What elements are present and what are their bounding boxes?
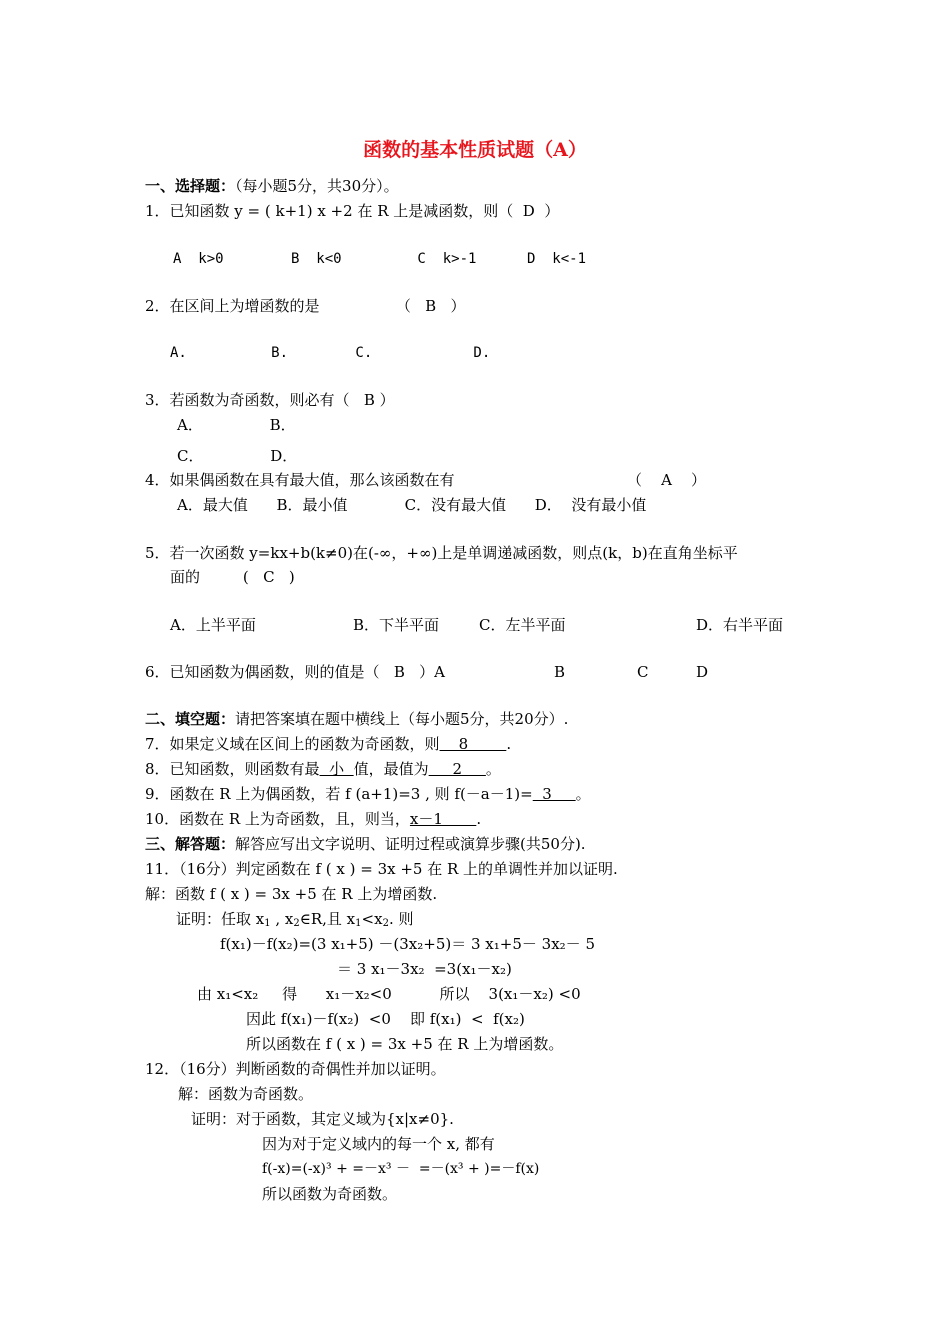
proof-text: 证明：任取 x [176, 910, 265, 928]
question-7 [145, 734, 511, 754]
question-6: 6．已知函数为偶函数，则的值是（ B ）A [145, 663, 446, 681]
question-12-proof-line3: f(-x)=(-x)³ + =－x³ － =－(x³ + )=－f(x) [262, 1161, 540, 1177]
question-4-answer: （ A ） [627, 471, 706, 489]
question-11-proof-line2: f(x₁)－f(x₂)=(3 x₁+5) －(3x₂+5)＝ 3 x₁+5－ 3x₂－ 5 [220, 935, 595, 953]
question-9 [145, 784, 591, 804]
question-7-text: 7．如果定义域在区间上的函数为奇函数，则 [145, 735, 440, 753]
question-2: 2．在区间上为增函数的是 （ B ） [145, 297, 466, 315]
question-11-solution: 解：函数 f ( x ) = 3x +5 在 R 上为增函数. [145, 885, 438, 903]
question-5-line2: 面的 ( C ) [170, 568, 295, 586]
question-10-text: 10．函数在 R 上为奇函数，且，则当， [145, 810, 410, 828]
question-11-proof-line1: 证明：任取 $x_1$ , $x_2\in R$,且 $x_1<x_2$. 则 [176, 910, 414, 929]
question-11-proof-line3: ＝ 3 x₁－3x₂ =3(x₁－x₂) [337, 960, 512, 978]
question-12-solution: 解：函数为奇函数。 [178, 1085, 314, 1103]
question-11-proof-line6: 所以函数在 f ( x ) = 3x +5 在 R 上为增函数。 [246, 1035, 564, 1053]
section-3-header [145, 834, 586, 854]
question-3-options-row2: C． D． [177, 447, 298, 465]
question-4-options: A．最大值 B．最小值 C．没有最大值 D． 没有最小值 [177, 496, 647, 514]
section-2-instructions: 请把答案填在题中横线上（每小题5分，共20分）. [235, 710, 569, 728]
section-2-label: 二、填空题： [145, 710, 236, 728]
question-9-answer-blank: 3 [532, 785, 576, 803]
question-1: 1．已知函数 y = ( k+1) x +2 在 R 上是减函数，则（ D ） [145, 202, 560, 220]
question-12: 12．（16分）判断函数的奇偶性并加以证明。 [145, 1060, 446, 1078]
question-6-option-b: B [554, 663, 566, 681]
question-9-text: 9．函数在 R 上为偶函数，若 f (a+1)=3 , 则 f(－a－1)= [145, 785, 533, 803]
question-5-option-b: B．下半平面 [353, 616, 440, 634]
question-1-options: A k>0 B k<0 C k>-1 D k<-1 [173, 251, 587, 267]
section-1-header [145, 176, 399, 196]
question-9-end: 。 [575, 785, 591, 803]
question-2-options: A. B. C. D. [170, 345, 491, 361]
question-12-proof-line4: 所以函数为奇函数。 [262, 1185, 398, 1203]
question-7-end: . [506, 735, 512, 753]
section-3-label: 三、解答题： [145, 835, 236, 853]
question-11-proof-line5: 因此 f(x₁)－f(x₂) <0 即 f(x₁) < f(x₂) [246, 1010, 525, 1028]
page-title: 函数的基本性质试题（A） [363, 139, 587, 161]
proof-text: , x [270, 910, 294, 928]
proof-text: ∈R,且 x [299, 910, 356, 928]
question-5-option-d: D．右半平面 [696, 616, 784, 634]
question-11: 11．（16分）判定函数在 f ( x ) = 3x +5 在 R 上的单调性并加以证明. [145, 860, 618, 878]
section-3-instructions: 解答应写出文字说明、证明过程或演算步骤(共50分). [235, 835, 586, 853]
section-1-instructions: （每小题5分，共30分）。 [235, 177, 399, 195]
question-6-option-d: D [696, 663, 709, 681]
question-12-proof: 证明：对于函数，其定义域为{x|x≠0}. [191, 1110, 454, 1128]
question-11-proof-line4: 由 x₁<x₂ 得 x₁－x₂<0 所以 3(x₁－x₂) <0 [197, 985, 581, 1003]
question-7-answer-blank: 8 [439, 735, 507, 753]
question-5-option-c: C．左半平面 [479, 616, 566, 634]
section-2-header [145, 709, 568, 729]
question-12-proof-line2: 因为对于定义域内的每一个 x, 都有 [262, 1135, 495, 1153]
question-5-line1: 5．若一次函数 y=kx+b(k≠0)在(-∞，+∞)上是单调递减函数，则点(k，b)在直角坐标平 [145, 544, 738, 562]
question-4: 4．如果偶函数在具有最大值，那么该函数在有 [145, 471, 455, 489]
question-8-text: 8．已知函数，则函数有最 [145, 760, 320, 778]
question-8-end: 。 [485, 760, 501, 778]
question-10-answer-blank: x－1 [409, 810, 477, 828]
question-8-answer-blank-1: 小 [319, 760, 354, 778]
question-10 [145, 809, 481, 829]
section-1-label: 一、选择题： [145, 177, 236, 195]
proof-text: <x [361, 910, 383, 928]
question-8-text-mid: 值，最值为 [353, 760, 429, 778]
question-3-options-row1: A． B． [177, 416, 296, 434]
question-6-option-c: C [637, 663, 649, 681]
question-8 [145, 759, 501, 779]
proof-text: . 则 [388, 910, 414, 928]
question-5-option-a: A．上半平面 [170, 616, 256, 634]
question-8-answer-blank-2: 2 [428, 760, 486, 778]
question-3: 3．若函数为奇函数，则必有（ B ） [145, 391, 395, 409]
question-10-end: . [476, 810, 482, 828]
